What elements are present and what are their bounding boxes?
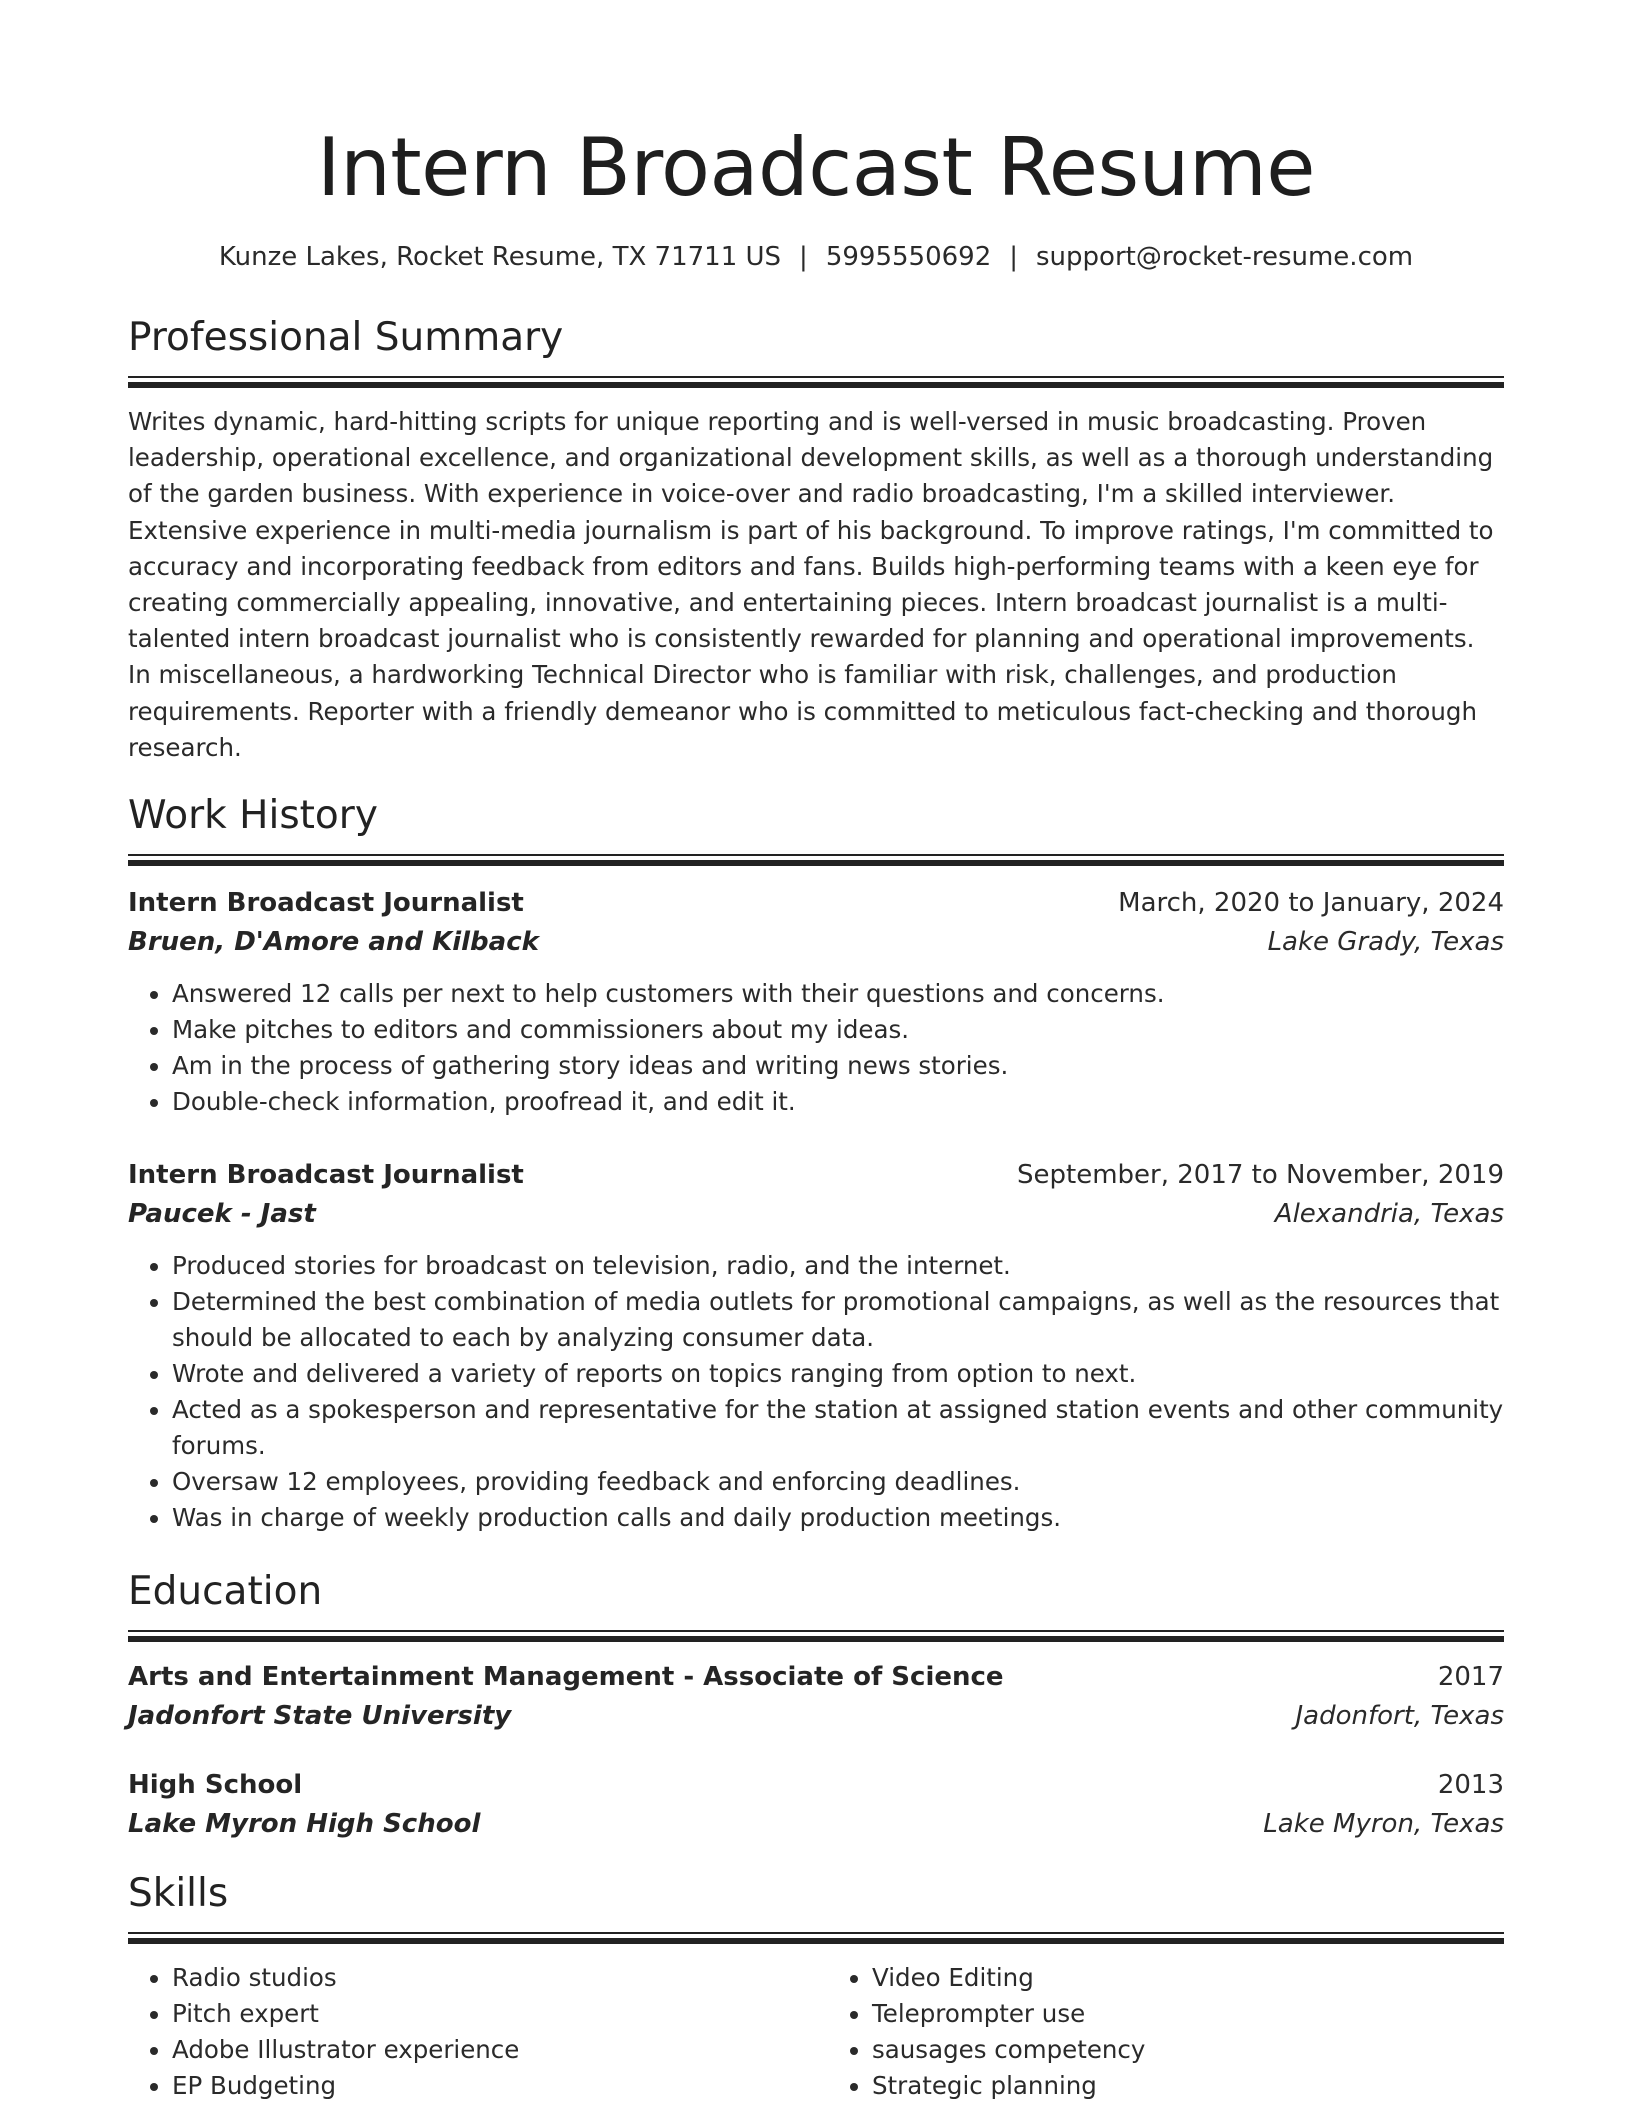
skill-item: • EP Budgeting — [172, 2068, 816, 2104]
section-rule — [128, 376, 1504, 388]
job-company: Bruen, D'Amore and Kilback — [128, 927, 539, 958]
list-item: • Produced stories for broadcast on television, radio, and the internet. — [172, 1248, 1504, 1284]
school-location: Jadonfort, Texas — [1295, 1701, 1504, 1732]
job-location: Lake Grady, Texas — [1267, 927, 1504, 958]
skills-section — [128, 1870, 1504, 2104]
section-heading-summary: Professional Summary — [128, 315, 564, 360]
degree-title: Arts and Entertainment Management - Associate of Science — [128, 1662, 1004, 1693]
education-entry — [128, 1766, 1504, 1844]
job-dates: March, 2020 to January, 2024 — [1118, 888, 1504, 919]
list-item: • Wrote and delivered a variety of reports on topics ranging from option to next. — [172, 1356, 1504, 1392]
contact-email: support@rocket-resume.com — [1036, 242, 1414, 272]
skill-item: • Radio studios — [172, 1960, 816, 1996]
summary-text: Writes dynamic, hard-hitting scripts for unique reporting and is well-versed in music broadcasting. Proven leadership, operational excellence, and organizational development skills, as well as a thorough understanding of the garden business. With experience in voice-over and radio broadcasting, I'm a skilled interviewer. Extensive experience in multi-media journalism is part of his background. To improve ratings, I'm committed to accuracy and incorporating feedback from editors and fans. Builds high-performing teams with a keen eye for creating commercially appealing, innovative, and entertaining pieces. Intern broadcast journalist is a multi-talented intern broadcast journalist who is consistently rewarded for planning and operational improvements. In miscellaneous, a hardworking Technical Director who is familiar with risk, challenges, and production requirements. Reporter with a friendly demeanor who is committed to meticulous fact-checking and thorough research. — [128, 407, 1494, 762]
contact-address: Kunze Lakes, Rocket Resume, TX 71711 US — [218, 242, 782, 272]
list-item: • Acted as a spokesperson and representative for the station at assigned station events and other community forums. — [172, 1392, 1504, 1464]
summary-section — [128, 314, 1504, 766]
contact-separator: | — [1009, 242, 1018, 272]
job-entry — [128, 1156, 1504, 1536]
section-rule — [128, 854, 1504, 866]
section-heading-skills: Skills — [128, 1871, 229, 1917]
contact-phone: 5995550692 — [825, 242, 992, 272]
list-item: • Was in charge of weekly production calls and daily production meetings. — [172, 1500, 1504, 1536]
list-item: • Double-check information, proofread it, and edit it. — [172, 1084, 1504, 1120]
school-name: Jadonfort State University — [128, 1701, 512, 1732]
job-location: Alexandria, Texas — [1274, 1199, 1504, 1230]
section-rule — [128, 1630, 1504, 1642]
degree-title: High School — [128, 1770, 303, 1801]
list-item: • Oversaw 12 employees, providing feedback and enforcing deadlines. — [172, 1464, 1504, 1500]
job-bullets — [128, 976, 1504, 1120]
skill-item: • Video Editing — [872, 1960, 1504, 1996]
job-dates: September, 2017 to November, 2019 — [1017, 1160, 1504, 1191]
skills-list — [128, 1960, 1504, 2104]
skills-column-left — [128, 1960, 816, 2104]
job-bullets — [128, 1248, 1504, 1536]
education-year: 2017 — [1437, 1662, 1504, 1693]
page-title: Intern Broadcast Resume — [317, 121, 1315, 214]
list-item: • Answered 12 calls per next to help customers with their questions and concerns. — [172, 976, 1504, 1012]
section-heading-work: Work History — [128, 793, 378, 839]
skill-item: • Teleprompter use — [872, 1996, 1504, 2032]
section-heading-education: Education — [128, 1569, 323, 1615]
skill-item: • Pitch expert — [172, 1996, 816, 2032]
school-name: Lake Myron High School — [128, 1809, 481, 1840]
education-entry — [128, 1658, 1504, 1736]
section-rule — [128, 1932, 1504, 1944]
job-title: Intern Broadcast Journalist — [128, 1160, 524, 1191]
school-location: Lake Myron, Texas — [1263, 1809, 1504, 1840]
job-company: Paucek - Jast — [128, 1199, 316, 1230]
skills-column-right — [816, 1960, 1504, 2104]
list-item: • Determined the best combination of media outlets for promotional campaigns, as well as the resources that should be allocated to each by analyzing consumer data. — [172, 1284, 1504, 1356]
skill-item: • Adobe Illustrator experience — [172, 2032, 816, 2068]
list-item: • Make pitches to editors and commissioners about my ideas. — [172, 1012, 1504, 1048]
education-year: 2013 — [1437, 1770, 1504, 1801]
job-title: Intern Broadcast Journalist — [128, 888, 524, 919]
contact-line — [128, 240, 1504, 274]
work-history-section — [128, 792, 1504, 1536]
education-section — [128, 1568, 1504, 1844]
job-entry — [128, 884, 1504, 1120]
skill-item: • Strategic planning — [872, 2068, 1504, 2104]
list-item: • Am in the process of gathering story ideas and writing news stories. — [172, 1048, 1504, 1084]
contact-separator: | — [799, 242, 808, 272]
skill-item: • sausages competency — [872, 2032, 1504, 2068]
